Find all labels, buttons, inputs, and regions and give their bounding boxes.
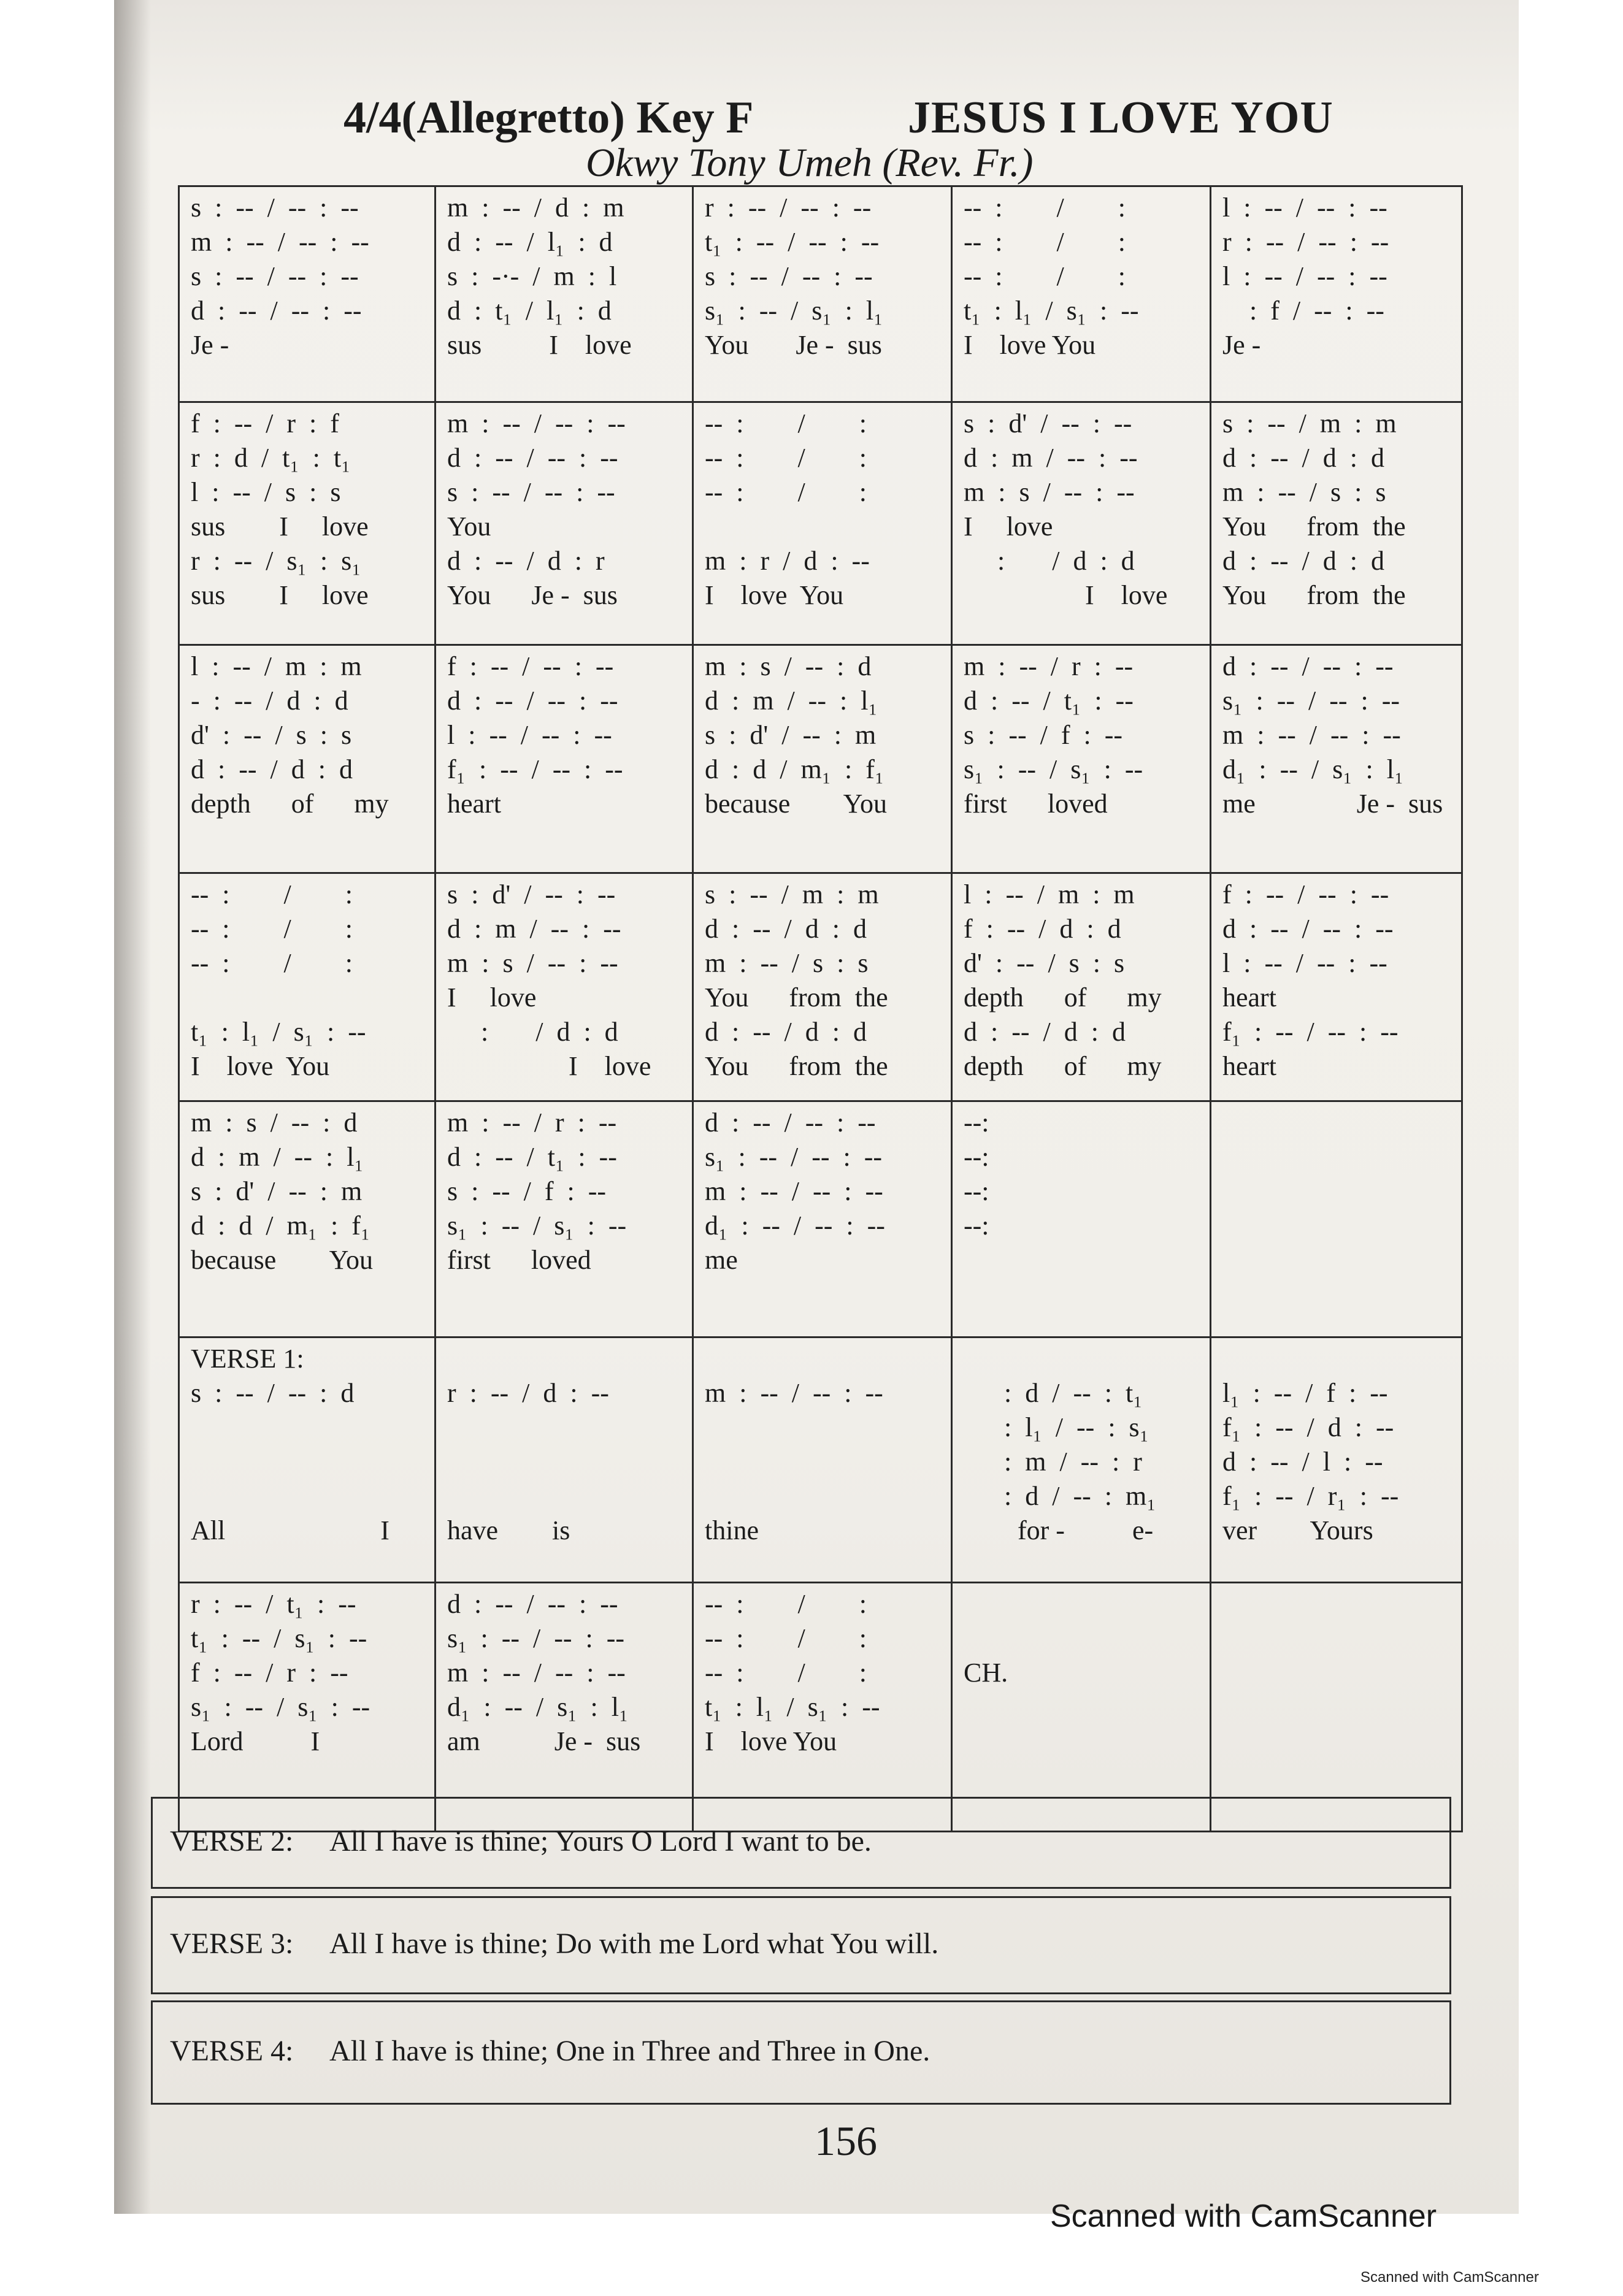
score-line: s₁ : -- / -- : -- (705, 1142, 883, 1172)
score-line: -- : / : (705, 443, 867, 473)
verse-label: VERSE 3: (170, 1927, 294, 1960)
score-cell (692, 1582, 953, 1832)
score-cell (178, 1582, 436, 1832)
score-line: d : -- / -- : -- (447, 686, 618, 716)
score-line: t₁ : l₁ / s₁ : -- (964, 296, 1139, 326)
score-line: I love You (705, 580, 844, 610)
score-line: I love (964, 511, 1053, 541)
score-line: l : -- / -- : -- (1222, 948, 1387, 978)
score-line: l : -- / m : m (964, 879, 1135, 909)
score-line: depth of my (964, 982, 1162, 1012)
time-and-key: 4/4(Allegretto) Key F (343, 93, 754, 143)
score-line: d : -- / d : d (705, 1017, 867, 1047)
score-line: --: (964, 1142, 989, 1172)
solfa-score-table (178, 185, 1461, 1831)
score-cell (692, 1100, 953, 1338)
hymn-header (343, 86, 1386, 147)
score-line: Je - (1222, 330, 1261, 360)
score-line: m : s / -- : -- (964, 477, 1135, 507)
score-line: m : r / d : -- (705, 546, 870, 576)
score-line: l : -- / -- : -- (1222, 261, 1387, 291)
score-line: because You (705, 789, 887, 819)
score-line: : m / -- : r (964, 1447, 1142, 1477)
score-line: sus I love (191, 511, 369, 541)
score-line: f₁ : -- / d : -- (1222, 1412, 1394, 1442)
score-line (447, 1410, 685, 1445)
score-cell (434, 872, 694, 1102)
score-line: --: (964, 1176, 989, 1206)
score-line: You from the (1222, 511, 1406, 541)
score-line: -- : / : (964, 227, 1126, 257)
score-cell (178, 644, 436, 874)
score-line (1222, 1342, 1454, 1376)
score-line: s : -·- / m : l (447, 261, 617, 291)
score-line: d₁ : -- / s₁ : l₁ (447, 1692, 629, 1722)
score-line: -- : / : (705, 1658, 867, 1688)
score-line: d : m / -- : l₁ (705, 686, 878, 716)
score-line: I love You (705, 1726, 837, 1756)
score-line: CH. (964, 1658, 1008, 1688)
score-line: s : -- / -- : d (191, 1378, 355, 1408)
score-line: t₁ : l₁ / s₁ : -- (705, 1692, 880, 1722)
score-line: thine (705, 1515, 759, 1545)
score-line: r : -- / d : -- (447, 1378, 609, 1408)
score-line: d : -- / d : d (705, 914, 867, 944)
score-line: r : d / t₁ : t₁ (191, 443, 351, 473)
score-line: : l₁ / -- : s₁ (964, 1412, 1149, 1442)
score-line: --: (964, 1211, 989, 1241)
score-line: -- : / : (964, 261, 1126, 291)
score-line: d₁ : -- / s₁ : l₁ (1222, 754, 1404, 784)
score-line: l : -- / s : s (191, 477, 341, 507)
score-line: s : -- / -- : -- (447, 477, 615, 507)
score-line: have is (447, 1515, 570, 1545)
score-line (705, 1445, 943, 1479)
score-line (705, 1479, 943, 1513)
score-cell (434, 1100, 694, 1338)
score-cell (434, 1336, 694, 1583)
verse-label: VERSE 2: (170, 1825, 294, 1858)
score-cell (178, 401, 436, 646)
verse-text: All I have is thine; Yours O Lord I want to be. (329, 1825, 872, 1858)
score-line: d : d / m₁ : f₁ (191, 1211, 370, 1241)
song-title: JESUS I LOVE YOU (908, 93, 1333, 143)
verse-list (151, 1797, 1451, 2116)
score-line: d : t₁ / l₁ : d (447, 296, 612, 326)
score-line: l : -- / m : m (191, 651, 362, 681)
score-line: sus I love (447, 330, 632, 360)
score-cell (1210, 1100, 1463, 1338)
score-line: --: (964, 1108, 989, 1138)
score-line: m : -- / -- : -- (705, 1378, 883, 1408)
score-line: -- : / : (705, 408, 867, 438)
score-line: f₁ : -- / -- : -- (447, 754, 623, 784)
score-line: sus I love (191, 580, 369, 610)
score-line: m : s / -- : d (705, 651, 872, 681)
score-line (964, 1587, 1202, 1621)
page-shadow (114, 0, 151, 2214)
score-line: f : -- / -- : -- (447, 651, 614, 681)
score-line: d : -- / d : r (447, 546, 605, 576)
score-cell (951, 1336, 1211, 1583)
score-line: -- : / : (964, 193, 1126, 223)
score-line: m : s / -- : -- (447, 948, 618, 978)
score-line: d : -- / d : d (1222, 443, 1384, 473)
verse-row (151, 1896, 1451, 1994)
score-line: You from the (705, 982, 888, 1012)
score-line: m : s / -- : d (191, 1108, 358, 1138)
score-line: Je - (191, 330, 229, 360)
score-line: heart (1222, 982, 1276, 1012)
score-line: f₁ : -- / -- : -- (1222, 1017, 1399, 1047)
score-line: m : -- / s : s (1222, 477, 1386, 507)
score-line: : / d : d (964, 546, 1135, 576)
score-cell (692, 872, 953, 1102)
score-cell (1210, 185, 1463, 403)
score-cell (692, 1336, 953, 1583)
score-line (191, 981, 427, 1015)
score-line: f : -- / d : d (964, 914, 1121, 944)
score-line: first loved (447, 1245, 591, 1275)
camscanner-watermark: Scanned with CamScanner (1050, 2198, 1437, 2234)
score-line: f : -- / r : f (191, 408, 339, 438)
verse-text: All I have is thine; One in Three and Three in One. (329, 2035, 930, 2067)
score-cell (1210, 1336, 1463, 1583)
score-line: d : m / -- : -- (964, 443, 1138, 473)
score-line: d : -- / t₁ : -- (964, 686, 1134, 716)
score-line (705, 510, 943, 544)
score-line: m : -- / s : s (705, 948, 869, 978)
score-line: I love You (191, 1051, 330, 1081)
score-line: m : -- / -- : -- (447, 1658, 626, 1688)
score-line: t₁ : -- / -- : -- (705, 227, 880, 257)
score-line: -- : / : (705, 1589, 867, 1619)
score-cell (178, 185, 436, 403)
score-cell (434, 644, 694, 874)
score-line: s₁ : -- / s₁ : -- (964, 754, 1143, 784)
score-cell (951, 872, 1211, 1102)
score-line: You from the (1222, 580, 1406, 610)
score-line: m : -- / d : m (447, 193, 624, 223)
score-line: r : -- / -- : -- (705, 193, 872, 223)
verse-row (151, 2000, 1451, 2105)
score-line: l : -- / -- : -- (1222, 193, 1387, 223)
score-line: f : -- / r : -- (191, 1658, 348, 1688)
score-line: You from the (705, 1051, 888, 1081)
score-line: heart (1222, 1051, 1276, 1081)
score-line: d : -- / d : d (191, 754, 353, 784)
score-line: s₁ : -- / s₁ : -- (191, 1692, 370, 1722)
score-line (447, 1479, 685, 1513)
score-line (964, 1621, 1202, 1656)
score-line: I love (447, 982, 537, 1012)
score-line: s : -- / -- : -- (705, 261, 873, 291)
score-line (705, 1410, 943, 1445)
score-line: ver Yours (1222, 1515, 1373, 1545)
score-line: I love (447, 1051, 651, 1081)
score-line: f : -- / -- : -- (1222, 879, 1389, 909)
score-line: d : m / -- : l₁ (191, 1142, 364, 1172)
score-line: : d / -- : m₁ (964, 1481, 1156, 1511)
score-line: s₁ : -- / s₁ : l₁ (705, 296, 883, 326)
score-line: You Je - sus (447, 580, 618, 610)
score-line: s₁ : -- / -- : -- (447, 1623, 625, 1653)
score-line: You (447, 511, 491, 541)
score-cell (951, 185, 1211, 403)
score-line: : d / -- : t₁ (964, 1378, 1143, 1408)
score-line: All I (191, 1515, 389, 1545)
score-cell (951, 1582, 1211, 1832)
score-line: f₁ : -- / r₁ : -- (1222, 1481, 1399, 1511)
score-line: s : -- / -- : -- (191, 261, 359, 291)
score-line: depth of my (964, 1051, 1162, 1081)
score-line: -- : / : (705, 477, 867, 507)
score-line (705, 1342, 943, 1376)
score-line: m : -- / -- : -- (191, 227, 369, 257)
camscanner-footer: Scanned with CamScanner (1360, 2269, 1539, 2286)
score-line: s : -- / m : m (705, 879, 879, 909)
score-line (191, 1410, 427, 1445)
score-line: me Je - sus (1222, 789, 1443, 819)
score-line: You Je - sus (705, 330, 882, 360)
score-cell (434, 185, 694, 403)
score-line: depth of my (191, 789, 389, 819)
score-line: d' : -- / s : s (191, 720, 352, 750)
score-line: me (705, 1245, 738, 1275)
verse-text: All I have is thine; Do with me Lord what You will. (329, 1927, 939, 1960)
score-line: s : d' / -- : m (191, 1176, 363, 1206)
score-line: for - e- (964, 1515, 1154, 1545)
score-cell (178, 1100, 436, 1338)
score-cell (1210, 644, 1463, 874)
score-line: d : m / -- : -- (447, 914, 621, 944)
score-line: I love (964, 580, 1168, 610)
score-line: : / d : d (447, 1017, 618, 1047)
score-line: t₁ : l₁ / s₁ : -- (191, 1017, 366, 1047)
score-line: am Je - sus (447, 1726, 641, 1756)
score-line: s : -- / -- : -- (191, 193, 359, 223)
score-line: m : -- / -- : -- (705, 1176, 883, 1206)
score-line: d' : -- / s : s (964, 948, 1125, 978)
score-line: l : -- / -- : -- (447, 720, 612, 750)
score-line: I love You (964, 330, 1096, 360)
score-line: r : -- / t₁ : -- (191, 1589, 356, 1619)
score-line: d : -- / l₁ : d (447, 227, 613, 257)
score-line: d : -- / t₁ : -- (447, 1142, 617, 1172)
score-line: because You (191, 1245, 373, 1275)
score-line: : f / -- : -- (1222, 296, 1384, 326)
verse-label: VERSE 4: (170, 2035, 294, 2067)
score-line: heart (447, 789, 501, 819)
score-cell (434, 1582, 694, 1832)
score-line: s : -- / f : -- (447, 1176, 607, 1206)
score-cell (951, 401, 1211, 646)
score-line (964, 1342, 1202, 1376)
score-line: d : -- / d : d (964, 1017, 1126, 1047)
score-line: s : d' / -- : -- (964, 408, 1132, 438)
score-line (191, 1479, 427, 1513)
score-cell (692, 401, 953, 646)
score-cell (692, 644, 953, 874)
score-line: -- : / : (191, 879, 353, 909)
score-line: m : -- / -- : -- (447, 408, 626, 438)
score-cell (434, 401, 694, 646)
score-line: d₁ : -- / -- : -- (705, 1211, 885, 1241)
score-line: -- : / : (191, 914, 353, 944)
score-line: r : -- / s₁ : s₁ (191, 546, 361, 576)
score-line: first loved (964, 789, 1108, 819)
score-line: s : -- / f : -- (964, 720, 1123, 750)
score-line (191, 1445, 427, 1479)
score-line: -- : / : (191, 948, 353, 978)
score-line: s₁ : -- / -- : -- (1222, 686, 1400, 716)
score-line: m : -- / r : -- (964, 651, 1134, 681)
score-line: s : -- / m : m (1222, 408, 1397, 438)
verse-row (151, 1797, 1451, 1889)
score-line: d : -- / d : d (1222, 546, 1384, 576)
score-line: d : -- / -- : -- (191, 296, 362, 326)
score-line: d : -- / -- : -- (1222, 914, 1394, 944)
score-line: -- : / : (705, 1623, 867, 1653)
score-line: s₁ : -- / s₁ : -- (447, 1211, 627, 1241)
score-line: l₁ : -- / f : -- (1222, 1378, 1388, 1408)
score-line: s : d' / -- : m (705, 720, 877, 750)
score-line: t₁ : -- / s₁ : -- (191, 1623, 367, 1653)
score-line: r : -- / -- : -- (1222, 227, 1389, 257)
score-line: Lord I (191, 1726, 320, 1756)
score-line: d : d / m₁ : f₁ (705, 754, 884, 784)
score-cell (951, 1100, 1211, 1338)
score-cell (692, 185, 953, 403)
score-line: m : -- / r : -- (447, 1108, 617, 1138)
score-line (447, 1342, 685, 1376)
score-cell (1210, 401, 1463, 646)
score-line: m : -- / -- : -- (1222, 720, 1401, 750)
score-line: d : -- / -- : -- (705, 1108, 876, 1138)
score-cell (178, 872, 436, 1102)
score-line: s : d' / -- : -- (447, 879, 616, 909)
score-line: d : -- / -- : -- (447, 443, 618, 473)
score-line: VERSE 1: (191, 1344, 304, 1374)
score-line: d : -- / -- : -- (447, 1589, 618, 1619)
score-line: - : -- / d : d (191, 686, 348, 716)
score-cell (1210, 1582, 1463, 1832)
score-line: d : -- / l : -- (1222, 1447, 1383, 1477)
composer-credit: Okwy Tony Umeh (Rev. Fr.) (586, 140, 1034, 185)
score-cell (1210, 872, 1463, 1102)
score-line (447, 1445, 685, 1479)
score-cell (951, 644, 1211, 874)
score-line: d : -- / -- : -- (1222, 651, 1394, 681)
page-number: 156 (815, 2118, 877, 2164)
score-cell (178, 1336, 436, 1583)
